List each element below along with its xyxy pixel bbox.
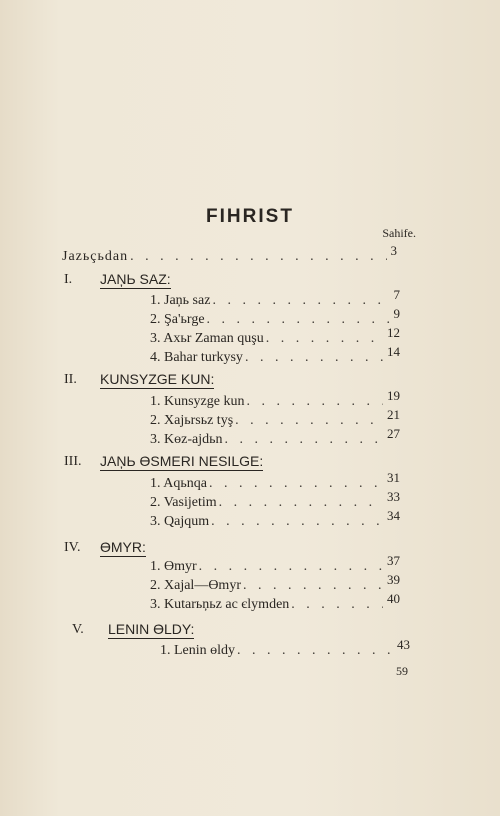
toc-entry-page: 39: [387, 572, 400, 587]
leader-dots: [199, 558, 383, 576]
toc-entry-label: 3. Qajqum: [150, 514, 210, 529]
leader-dots: [266, 330, 383, 348]
toc-entry-label: 2. Vasijetim: [150, 495, 217, 510]
toc-entry-page: 27: [387, 426, 400, 441]
toc-item: [150, 489, 400, 512]
leader-dots: [207, 311, 390, 329]
toc-item: [150, 508, 400, 531]
section-numeral: II.: [64, 372, 77, 387]
toc-entry-page: 19: [387, 388, 400, 403]
page-title: FIHRIST: [206, 206, 294, 227]
toc-entry-label: 4. Bahar turkysy: [150, 350, 243, 365]
leader-dots: [291, 596, 383, 614]
toc-entry-page: 43: [397, 637, 410, 652]
leader-dots: [212, 292, 389, 310]
toc-entry-label: 2. Xajьrsьz tyş: [150, 413, 234, 428]
section-title: JAŅЬ SAZ:: [100, 271, 171, 287]
leader-dots: [237, 642, 393, 660]
toc-section: [64, 370, 364, 390]
leader-dots: [224, 431, 383, 449]
toc-entry-page: 37: [387, 553, 400, 568]
toc-entry-page: 21: [387, 407, 400, 422]
toc-item: [150, 388, 400, 411]
section-numeral: V.: [72, 622, 84, 637]
section-numeral: III.: [64, 454, 82, 469]
page-column-label: Sahife.: [382, 226, 416, 240]
toc-item: [150, 553, 400, 576]
toc-entry-page: 9: [393, 306, 400, 321]
toc-entry-page: 34: [387, 508, 400, 523]
toc-entry-label: 3. Kutarьņьz ac єlymden: [150, 597, 290, 612]
toc-entry-page: 33: [387, 489, 400, 504]
toc-entry-label: 1. Jaņь saz: [150, 293, 211, 308]
toc-entry-page: 7: [393, 287, 400, 302]
toc-entry-page: 14: [387, 344, 400, 359]
toc-entry-page: 12: [387, 325, 400, 340]
toc-section: [64, 452, 384, 472]
toc-entry-label: 1. Lenin өldy: [160, 643, 236, 658]
leader-dots: [130, 248, 386, 266]
section-title: JAŅЬ ӨSMERI NESILGE:: [100, 453, 264, 469]
toc-entry-label: 1. Өmyr: [150, 559, 197, 574]
toc-item: [150, 287, 400, 310]
leader-dots: [245, 349, 383, 367]
toc-entry-label: 2. Xajal—Өmyr: [150, 578, 241, 593]
toc-section: [64, 538, 364, 558]
toc-section: [72, 620, 372, 640]
toc-item: [150, 572, 400, 595]
toc-item: [150, 407, 400, 430]
toc-item: [160, 637, 410, 660]
toc-entry-label: 3. Axьr Zaman quşu: [150, 331, 264, 346]
leader-dots: [247, 393, 384, 411]
leader-dots: [211, 513, 383, 531]
toc-intro-row: [62, 243, 398, 266]
toc-entry-page: 3: [390, 243, 398, 258]
toc-item: [150, 426, 400, 449]
toc-entry-label: 3. Kөz-ajdьn: [150, 432, 223, 447]
toc-item: [150, 470, 400, 493]
toc-entry-label: 1. Kunsyzge kun: [150, 394, 245, 409]
toc-entry-label: 2. Şa'ьrge: [150, 312, 205, 327]
toc-item: [150, 344, 400, 367]
section-title: LENIN ӨLDY:: [108, 621, 195, 637]
section-numeral: I.: [64, 272, 73, 287]
toc-item: [150, 325, 400, 348]
toc-item: [150, 306, 400, 329]
section-title: KUNSYZGE KUN:: [100, 371, 215, 387]
leader-dots: [219, 494, 383, 512]
toc-entry-label: Jazьçьdan: [62, 249, 129, 264]
page-number: 59: [396, 664, 408, 678]
toc-entry-page: 31: [387, 470, 400, 485]
section-numeral: IV.: [64, 540, 81, 555]
leader-dots: [235, 412, 383, 430]
toc-section: [64, 270, 364, 290]
toc-item: [150, 591, 400, 614]
leader-dots: [243, 577, 383, 595]
toc-entry-page: 40: [387, 591, 400, 606]
leader-dots: [209, 475, 383, 493]
toc-entry-label: 1. Aqьnqa: [150, 476, 207, 491]
section-title: ӨMYR:: [100, 539, 146, 555]
